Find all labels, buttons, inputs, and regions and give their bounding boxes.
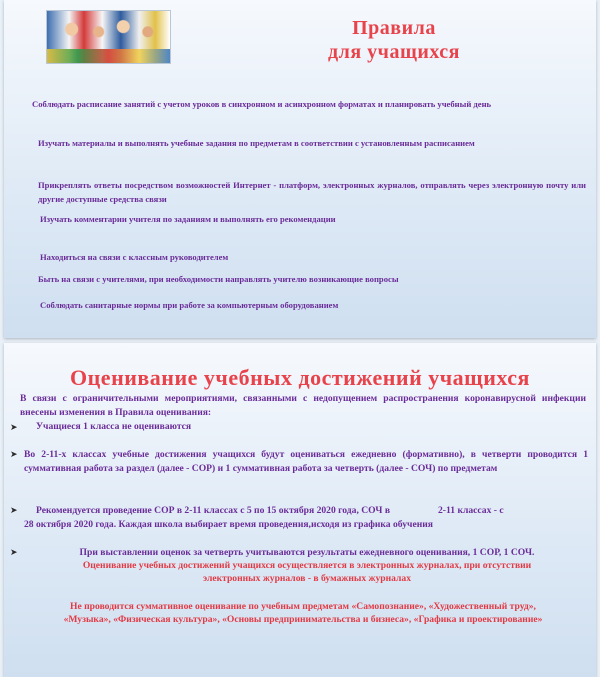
- intro-paragraph: В связи с ограничительными мероприятиями, связанными с недопущением распространения коронавирусной инфекции внесены изменения в Правила оценивания:: [20, 393, 586, 418]
- paragraph-grade1: Учащиеся 1 класса не оцениваются: [36, 421, 192, 432]
- arrow-bullet-icon: ➤: [10, 450, 18, 460]
- slide-title-assessment: Оценивание учебных достижений учащихся: [70, 365, 530, 390]
- rule-item: Прикреплять ответы посредством возможностей Интернет - платформ, электронных журналов, отправлять через электронную почту или другие доступные средства связи: [38, 180, 586, 204]
- paragraph-quarter-grades: При выставлении оценок за четверть учитываются результаты ежедневного оценивания, 1 СОР, 1 СОЧ.: [79, 547, 535, 558]
- slide-assessment: [4, 343, 596, 677]
- paragraph-sor-soch-dates: Рекомендуется проведение СОР в 2-11 классах с 5 по 15 октября 2020 года, СОЧ в 2-11 классах - с: [36, 505, 504, 516]
- rule-item: Изучать комментарии учителя по заданиям и выполнять его рекомендации: [40, 214, 336, 224]
- classroom-photo-desk: [47, 49, 170, 63]
- rule-item: Изучать материалы и выполнять учебные задания по предметам в соответствии с установленным расписанием: [38, 138, 475, 148]
- paragraph-electronic-journals: Оценивание учебных достижений учащихся осуществляется в электронных журналах, при отсутствии: [82, 560, 532, 571]
- arrow-bullet-icon: ➤: [10, 506, 18, 516]
- rule-item: Быть на связи с учителями, при необходимости направлять учителю возникающие вопросы: [38, 274, 399, 284]
- slide-rules: [4, 0, 596, 338]
- title-line-2: для учащихся: [328, 41, 460, 63]
- paragraph-electronic-journals-cont: электронных журналов - в бумажных журналах: [202, 573, 412, 584]
- paragraph-grades2-11: Во 2-11-х классах учебные достижения учащихся будут оцениваться ежедневно (формативно), в четверти проводится 1 суммативная работа за раздел (далее - СОР) и 1 суммативная работа за четверть (далее - СОЧ) по предметам: [24, 449, 588, 474]
- rule-item: Соблюдать расписание занятий с учетом уроков в синхронном и асинхронном форматах и планировать учебный день: [32, 99, 492, 109]
- rule-item: Находиться на связи с классным руководителем: [40, 252, 229, 262]
- arrow-bullet-icon: ➤: [10, 423, 18, 433]
- paragraph-no-summative: Не проводится суммативное оценивание по учебным предметам «Самопознание», «Художественный труд»,: [70, 601, 536, 612]
- arrow-bullet-icon: ➤: [10, 548, 18, 558]
- slide-title-rules: [294, 16, 494, 64]
- rule-item: Соблюдать санитарные нормы при работе за компьютерным оборудованием: [40, 300, 339, 310]
- classroom-photo: [46, 10, 171, 64]
- paragraph-sor-soch-dates-cont: 28 октября 2020 года. Каждая школа выбирает время проведения,исходя из графика обучения: [24, 519, 433, 530]
- paragraph-no-summative-cont: «Музыка», «Физическая культура», «Основы предпринимательства и бизнеса», «Графика и проектирование»: [63, 614, 543, 625]
- title-line-1: Правила: [352, 17, 436, 39]
